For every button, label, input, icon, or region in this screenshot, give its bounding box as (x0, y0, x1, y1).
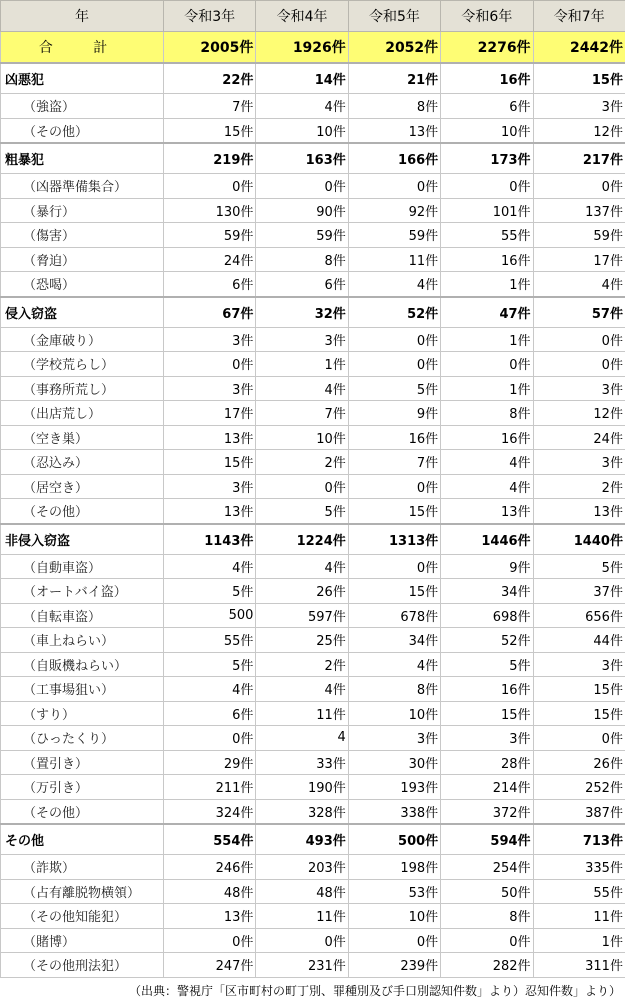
category-row-label: 侵入窃盗 (1, 297, 164, 328)
subcategory-row-value: 6件 (441, 94, 533, 119)
subcategory-row-value: 59件 (256, 223, 348, 248)
subcategory-row (1, 499, 625, 524)
subcategory-row-label: （自販機ねらい） (1, 652, 164, 677)
subcategory-row (1, 94, 625, 119)
subcategory-row-value: 4件 (256, 376, 348, 401)
subcategory-row-value: 0件 (348, 352, 440, 377)
subcategory-row-value: 16件 (441, 677, 533, 702)
subcategory-row (1, 928, 625, 953)
subcategory-row-label: （その他） (1, 499, 164, 524)
category-row-value: 554件 (164, 824, 256, 855)
subcategory-row-value: 0件 (164, 352, 256, 377)
subcategory-row-label: （すり） (1, 701, 164, 726)
year-column-header: 令和6年 (441, 1, 533, 32)
subcategory-row-value: 28件 (441, 750, 533, 775)
subcategory-row-value: 15件 (348, 579, 440, 604)
subcategory-row-value: 12件 (533, 401, 625, 426)
category-row (1, 524, 625, 555)
subcategory-row-value: 33件 (256, 750, 348, 775)
subcategory-row (1, 628, 625, 653)
subcategory-row-value: 15件 (164, 118, 256, 143)
subcategory-row-value: 2件 (533, 474, 625, 499)
subcategory-row-value: 324件 (164, 799, 256, 824)
subcategory-row-value: 0件 (164, 726, 256, 751)
subcategory-row-value: 7件 (164, 94, 256, 119)
subcategory-row-value: 3件 (164, 474, 256, 499)
total-label: 合 計 (1, 32, 164, 64)
subcategory-row-label: （空き巣） (1, 425, 164, 450)
subcategory-row-value: 0件 (533, 352, 625, 377)
subcategory-row (1, 174, 625, 199)
total-value: 2005件 (164, 32, 256, 64)
subcategory-row (1, 904, 625, 929)
category-row-value: 52件 (348, 297, 440, 328)
subcategory-row-value: 282件 (441, 953, 533, 978)
subcategory-row-value: 10件 (256, 118, 348, 143)
subcategory-row-value: 55件 (533, 879, 625, 904)
subcategory-row-value: 5件 (256, 499, 348, 524)
subcategory-row-value: 5件 (164, 579, 256, 604)
subcategory-row-value: 50件 (441, 879, 533, 904)
subcategory-row-value: 16件 (348, 425, 440, 450)
subcategory-row-label: （占有離脱物横領） (1, 879, 164, 904)
category-row (1, 297, 625, 328)
subcategory-row-value: 0件 (533, 174, 625, 199)
subcategory-row-value: 130件 (164, 198, 256, 223)
subcategory-row (1, 198, 625, 223)
subcategory-row-value: 4件 (164, 677, 256, 702)
subcategory-row (1, 603, 625, 628)
subcategory-row-value: 11件 (348, 247, 440, 272)
subcategory-row-value: 3件 (441, 726, 533, 751)
subcategory-row-label: （万引き） (1, 775, 164, 800)
category-row-value: 219件 (164, 143, 256, 174)
subcategory-row (1, 855, 625, 880)
subcategory-row-label: （脅迫） (1, 247, 164, 272)
subcategory-row-value: 59件 (533, 223, 625, 248)
subcategory-row-value: 3件 (533, 450, 625, 475)
subcategory-row-value: 8件 (441, 904, 533, 929)
subcategory-row-value: 3件 (533, 376, 625, 401)
subcategory-row-value: 17件 (533, 247, 625, 272)
total-value: 1926件 (256, 32, 348, 64)
subcategory-row-value: 0件 (256, 174, 348, 199)
subcategory-row-value: 231件 (256, 953, 348, 978)
subcategory-row (1, 474, 625, 499)
subcategory-row-value: 7件 (348, 450, 440, 475)
subcategory-row-value: 328件 (256, 799, 348, 824)
subcategory-row-value: 0件 (441, 352, 533, 377)
subcategory-row-label: （自転車盗） (1, 603, 164, 628)
subcategory-row-label: （オートバイ盗） (1, 579, 164, 604)
subcategory-row (1, 579, 625, 604)
subcategory-row-value: 48件 (164, 879, 256, 904)
subcategory-row-value: 4件 (441, 474, 533, 499)
subcategory-row-value: 1件 (441, 327, 533, 352)
subcategory-row-value: 10件 (348, 701, 440, 726)
subcategory-row-value: 203件 (256, 855, 348, 880)
category-row-value: 493件 (256, 824, 348, 855)
subcategory-row-value: 500 (164, 603, 256, 628)
subcategory-row-value: 55件 (164, 628, 256, 653)
subcategory-row-label: （事務所荒し） (1, 376, 164, 401)
subcategory-row-value: 1件 (441, 272, 533, 297)
subcategory-row-value: 30件 (348, 750, 440, 775)
subcategory-row-value: 10件 (348, 904, 440, 929)
subcategory-row-value: 44件 (533, 628, 625, 653)
category-row-value: 14件 (256, 63, 348, 94)
subcategory-row-value: 29件 (164, 750, 256, 775)
subcategory-row-value: 26件 (256, 579, 348, 604)
subcategory-row-value: 698件 (441, 603, 533, 628)
subcategory-row-value: 252件 (533, 775, 625, 800)
subcategory-row-value: 55件 (441, 223, 533, 248)
subcategory-row-value: 246件 (164, 855, 256, 880)
category-row-value: 500件 (348, 824, 440, 855)
subcategory-row-label: （居空き） (1, 474, 164, 499)
subcategory-row-value: 15件 (533, 701, 625, 726)
subcategory-row-value: 24件 (164, 247, 256, 272)
subcategory-row-value: 53件 (348, 879, 440, 904)
category-row-value: 22件 (164, 63, 256, 94)
subcategory-row (1, 401, 625, 426)
subcategory-row-value: 4件 (441, 450, 533, 475)
subcategory-row-value: 1件 (256, 352, 348, 377)
subcategory-row-value: 4件 (164, 554, 256, 579)
subcategory-row-value: 59件 (348, 223, 440, 248)
subcategory-row (1, 879, 625, 904)
subcategory-row-value: 3件 (348, 726, 440, 751)
category-row-value: 57件 (533, 297, 625, 328)
subcategory-row-value: 11件 (256, 904, 348, 929)
subcategory-row-label: （恐喝） (1, 272, 164, 297)
subcategory-row (1, 450, 625, 475)
subcategory-row-value: 10件 (256, 425, 348, 450)
subcategory-row-value: 11件 (256, 701, 348, 726)
subcategory-row-value: 5件 (348, 376, 440, 401)
subcategory-row-value: 2件 (256, 652, 348, 677)
category-row (1, 143, 625, 174)
subcategory-row-value: 5件 (441, 652, 533, 677)
subcategory-row (1, 726, 625, 751)
subcategory-row-value: 190件 (256, 775, 348, 800)
subcategory-row-value: 48件 (256, 879, 348, 904)
subcategory-row-value: 13件 (441, 499, 533, 524)
subcategory-row-value: 5件 (164, 652, 256, 677)
subcategory-row-value: 34件 (348, 628, 440, 653)
subcategory-row-value: 92件 (348, 198, 440, 223)
subcategory-row-value: 0件 (441, 928, 533, 953)
subcategory-row-value: 239件 (348, 953, 440, 978)
subcategory-row-value: 338件 (348, 799, 440, 824)
subcategory-row-value: 0件 (164, 174, 256, 199)
subcategory-row-label: （工事場狙い） (1, 677, 164, 702)
category-row-value: 21件 (348, 63, 440, 94)
subcategory-row-value: 0件 (441, 174, 533, 199)
subcategory-row-label: （その他刑法犯） (1, 953, 164, 978)
subcategory-row-value: 0件 (256, 474, 348, 499)
category-row-value: 47件 (441, 297, 533, 328)
subcategory-row-value: 3件 (164, 327, 256, 352)
category-row-value: 163件 (256, 143, 348, 174)
subcategory-row-value: 13件 (533, 499, 625, 524)
subcategory-row-value: 13件 (348, 118, 440, 143)
subcategory-row-label: （その他） (1, 118, 164, 143)
subcategory-row-value: 4件 (256, 554, 348, 579)
subcategory-row-value: 2件 (256, 450, 348, 475)
subcategory-row-value: 137件 (533, 198, 625, 223)
subcategory-row-label: （強盗） (1, 94, 164, 119)
subcategory-row-label: （その他） (1, 799, 164, 824)
subcategory-row-value: 1件 (441, 376, 533, 401)
subcategory-row-label: （車上ねらい） (1, 628, 164, 653)
subcategory-row-value: 25件 (256, 628, 348, 653)
subcategory-row-value: 211件 (164, 775, 256, 800)
category-row-label: 粗暴犯 (1, 143, 164, 174)
subcategory-row (1, 652, 625, 677)
category-row-value: 217件 (533, 143, 625, 174)
subcategory-row (1, 223, 625, 248)
category-row-label: 凶悪犯 (1, 63, 164, 94)
year-column-header: 令和5年 (348, 1, 440, 32)
subcategory-row-value: 3件 (533, 652, 625, 677)
subcategory-row-value: 15件 (533, 677, 625, 702)
category-row-value: 713件 (533, 824, 625, 855)
subcategory-row-value: 193件 (348, 775, 440, 800)
category-row-value: 32件 (256, 297, 348, 328)
subcategory-row-value: 17件 (164, 401, 256, 426)
subcategory-row-value: 101件 (441, 198, 533, 223)
subcategory-row-value: 9件 (441, 554, 533, 579)
subcategory-row-label: （学校荒らし） (1, 352, 164, 377)
subcategory-row-value: 15件 (164, 450, 256, 475)
subcategory-row-value: 90件 (256, 198, 348, 223)
category-row-value: 67件 (164, 297, 256, 328)
subcategory-row (1, 272, 625, 297)
subcategory-row-value: 6件 (256, 272, 348, 297)
year-column-header: 令和4年 (256, 1, 348, 32)
subcategory-row-value: 8件 (441, 401, 533, 426)
subcategory-row (1, 376, 625, 401)
category-row-value: 594件 (441, 824, 533, 855)
subcategory-row-value: 12件 (533, 118, 625, 143)
subcategory-row-value: 678件 (348, 603, 440, 628)
subcategory-row-value: 26件 (533, 750, 625, 775)
subcategory-row-value: 3件 (164, 376, 256, 401)
subcategory-row-value: 52件 (441, 628, 533, 653)
subcategory-row-label: （出店荒し） (1, 401, 164, 426)
category-row-value: 1143件 (164, 524, 256, 555)
category-row-value: 15件 (533, 63, 625, 94)
subcategory-row-value: 9件 (348, 401, 440, 426)
total-value: 2442件 (533, 32, 625, 64)
subcategory-row (1, 775, 625, 800)
subcategory-row (1, 327, 625, 352)
subcategory-row-label: （暴行） (1, 198, 164, 223)
subcategory-row-value: 0件 (533, 327, 625, 352)
subcategory-row-value: 15件 (441, 701, 533, 726)
subcategory-row (1, 118, 625, 143)
subcategory-row-value: 0件 (348, 554, 440, 579)
subcategory-row (1, 554, 625, 579)
category-row-value: 1440件 (533, 524, 625, 555)
subcategory-row-label: （賭博） (1, 928, 164, 953)
subcategory-row (1, 677, 625, 702)
total-value: 2052件 (348, 32, 440, 64)
subcategory-row-label: （忍込み） (1, 450, 164, 475)
category-row-value: 173件 (441, 143, 533, 174)
subcategory-row-value: 13件 (164, 499, 256, 524)
subcategory-row-label: （凶器準備集合） (1, 174, 164, 199)
subcategory-row-label: （詐欺） (1, 855, 164, 880)
subcategory-row (1, 799, 625, 824)
subcategory-row-value: 656件 (533, 603, 625, 628)
subcategory-row-value: 11件 (533, 904, 625, 929)
subcategory-row-value: 13件 (164, 904, 256, 929)
subcategory-row-value: 4件 (256, 677, 348, 702)
subcategory-row (1, 247, 625, 272)
category-row-value: 16件 (441, 63, 533, 94)
subcategory-row-value: 3件 (256, 327, 348, 352)
subcategory-row-value: 7件 (256, 401, 348, 426)
header-row (1, 1, 625, 32)
subcategory-row (1, 953, 625, 978)
subcategory-row-value: 59件 (164, 223, 256, 248)
subcategory-row-value: 3件 (533, 94, 625, 119)
subcategory-row-value: 0件 (348, 174, 440, 199)
subcategory-row-label: （自動車盗） (1, 554, 164, 579)
year-column-header: 令和3年 (164, 1, 256, 32)
subcategory-row-value: 4件 (348, 652, 440, 677)
year-header: 年 (1, 1, 164, 32)
total-value: 2276件 (441, 32, 533, 64)
subcategory-row-label: （金庫破り） (1, 327, 164, 352)
subcategory-row-value: 4件 (533, 272, 625, 297)
category-row-value: 166件 (348, 143, 440, 174)
subcategory-row-value: 0件 (348, 327, 440, 352)
subcategory-row-value: 6件 (164, 701, 256, 726)
subcategory-row-value: 4 (256, 726, 348, 751)
subcategory-row-value: 10件 (441, 118, 533, 143)
source-note: （出典：警視庁「区市町村の町丁別、罪種別及び手口別認知件数」より）忍知件数」より） (128, 983, 621, 998)
subcategory-row-value: 16件 (441, 425, 533, 450)
subcategory-row-value: 0件 (533, 726, 625, 751)
subcategory-row-value: 335件 (533, 855, 625, 880)
subcategory-row-label: （その他知能犯） (1, 904, 164, 929)
subcategory-row (1, 352, 625, 377)
subcategory-row-value: 0件 (348, 474, 440, 499)
subcategory-row-value: 24件 (533, 425, 625, 450)
subcategory-row-value: 13件 (164, 425, 256, 450)
subcategory-row-value: 198件 (348, 855, 440, 880)
subcategory-row-value: 4件 (348, 272, 440, 297)
subcategory-row-value: 372件 (441, 799, 533, 824)
subcategory-row-value: 311件 (533, 953, 625, 978)
total-row (1, 32, 625, 64)
category-row (1, 824, 625, 855)
subcategory-row-value: 5件 (533, 554, 625, 579)
subcategory-row (1, 425, 625, 450)
subcategory-row (1, 701, 625, 726)
subcategory-row-value: 0件 (348, 928, 440, 953)
subcategory-row-value: 0件 (164, 928, 256, 953)
subcategory-row-value: 37件 (533, 579, 625, 604)
category-row-label: 非侵入窃盗 (1, 524, 164, 555)
subcategory-row-label: （置引き） (1, 750, 164, 775)
category-row-value: 1313件 (348, 524, 440, 555)
subcategory-row-value: 6件 (164, 272, 256, 297)
subcategory-row-label: （傷害） (1, 223, 164, 248)
subcategory-row-value: 8件 (256, 247, 348, 272)
category-row-label: その他 (1, 824, 164, 855)
subcategory-row-value: 16件 (441, 247, 533, 272)
subcategory-row-value: 8件 (348, 677, 440, 702)
subcategory-row-value: 8件 (348, 94, 440, 119)
category-row-value: 1446件 (441, 524, 533, 555)
year-column-header: 令和7年 (533, 1, 625, 32)
subcategory-row-value: 597件 (256, 603, 348, 628)
subcategory-row-label: （ひったくり） (1, 726, 164, 751)
subcategory-row-value: 387件 (533, 799, 625, 824)
subcategory-row-value: 214件 (441, 775, 533, 800)
category-row-value: 1224件 (256, 524, 348, 555)
subcategory-row-value: 4件 (256, 94, 348, 119)
subcategory-row-value: 34件 (441, 579, 533, 604)
subcategory-row-value: 254件 (441, 855, 533, 880)
subcategory-row (1, 750, 625, 775)
category-row (1, 63, 625, 94)
subcategory-row-value: 247件 (164, 953, 256, 978)
subcategory-row-value: 0件 (256, 928, 348, 953)
subcategory-row-value: 15件 (348, 499, 440, 524)
subcategory-row-value: 1件 (533, 928, 625, 953)
